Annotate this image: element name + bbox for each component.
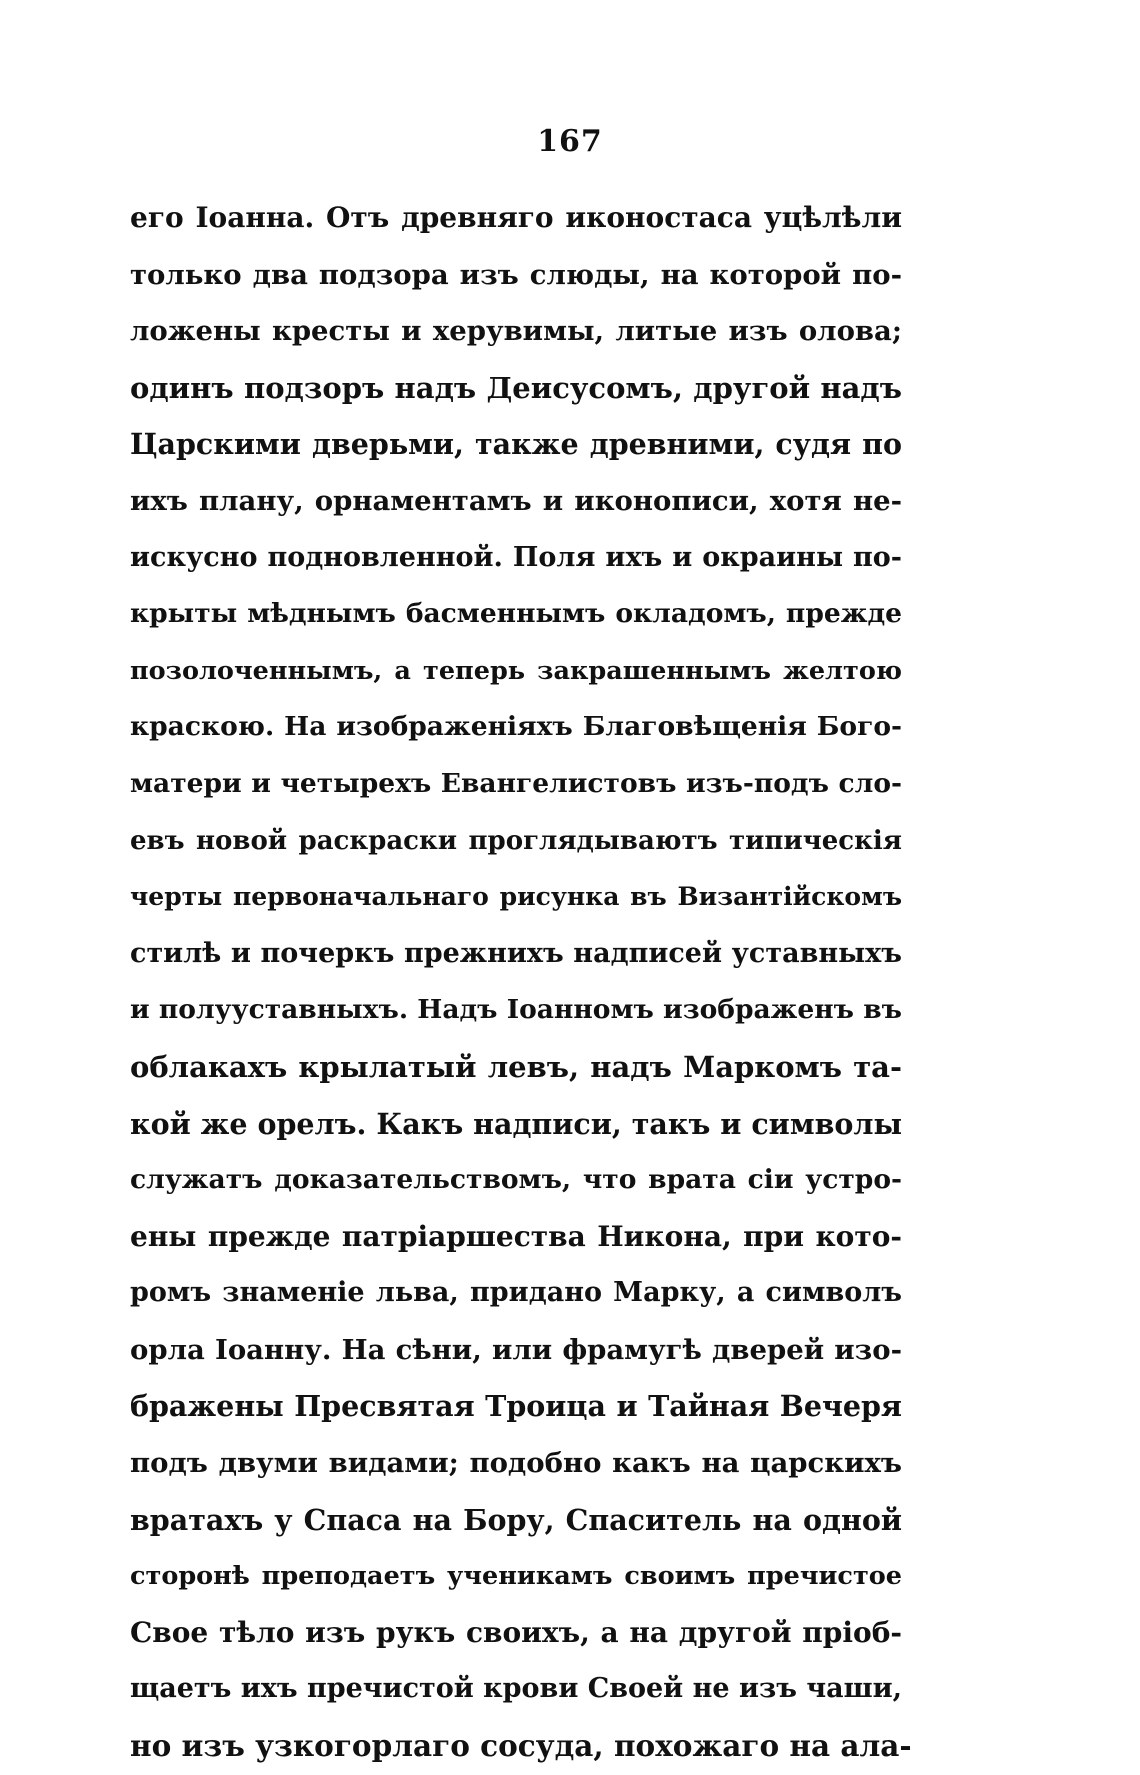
- text-line: щаетъ ихъ пречистой крови Своей не изъ чаши,: [130, 1673, 902, 1705]
- text-line: только два подзора изъ слюды, на которой по-: [130, 258, 902, 291]
- text-line: и полууставныхъ. Надъ Іоанномъ изображенъ въ: [130, 994, 902, 1026]
- text-line: евъ новой раскраски проглядываютъ типическія: [130, 825, 902, 856]
- text-line: орла Іоанну. На сѣни, или фрамугѣ дверей изо-: [130, 1333, 902, 1366]
- text-line: вратахъ у Спаса на Бору, Спаситель на одной: [130, 1502, 902, 1537]
- text-line: ромъ знаменіе льва, придано Марку, а символъ: [130, 1277, 902, 1309]
- body-text: [130, 190, 912, 1775]
- text-line: служатъ доказательствомъ, что врата сіи устро-: [130, 1164, 902, 1196]
- text-line: ихъ плану, орнаментамъ и иконописи, хотя не-: [130, 484, 902, 517]
- text-line: искусно подновленной. Поля ихъ и окраины по-: [130, 541, 902, 573]
- text-line: кой же орелъ. Какъ надписи, такъ и символы: [130, 1106, 902, 1141]
- text-line: ены прежде патріаршества Никона, при кото-: [130, 1219, 902, 1253]
- text-line: одинъ подзоръ надъ Деисусомъ, другой надъ: [130, 370, 902, 405]
- text-line: позолоченнымъ, а теперь закрашеннымъ желтою: [130, 655, 902, 686]
- text-line: краскою. На изображеніяхъ Благовѣщенія Бого-: [130, 711, 902, 743]
- text-line: Царскими дверьми, также древними, судя по: [130, 427, 902, 462]
- text-line: ложены кресты и херувимы, литые изъ олова;: [130, 315, 902, 348]
- text-line: его Іоанна. Отъ древняго иконостаса уцѣлѣли: [130, 201, 902, 234]
- text-line: Свое тѣло изъ рукъ своихъ, а на другой пріоб-: [130, 1615, 902, 1649]
- text-line: матери и четырехъ Евангелистовъ изъ-подъ сло-: [130, 767, 902, 799]
- text-line: стилѣ и почеркъ прежнихъ надписей уставныхъ: [130, 937, 902, 969]
- text-line: облакахъ крылатый левъ, надъ Маркомъ та-: [130, 1049, 902, 1084]
- text-line: подъ двуми видами; подобно какъ на царскихъ: [130, 1447, 902, 1480]
- text-line: но изъ узкогорлаго сосуда, похожаго на ала-: [130, 1728, 912, 1764]
- text-line: сторонѣ преподаетъ ученикамъ своимъ пречистое: [130, 1561, 902, 1592]
- text-line: черты первоначальнаго рисунка въ Византійскомъ: [130, 882, 902, 912]
- text-line: крыты мѣднымъ басменнымъ окладомъ, прежде: [130, 598, 902, 630]
- text-line: бражены Пресвятая Троица и Тайная Вечеря: [130, 1389, 902, 1424]
- page-number: 167: [537, 124, 603, 159]
